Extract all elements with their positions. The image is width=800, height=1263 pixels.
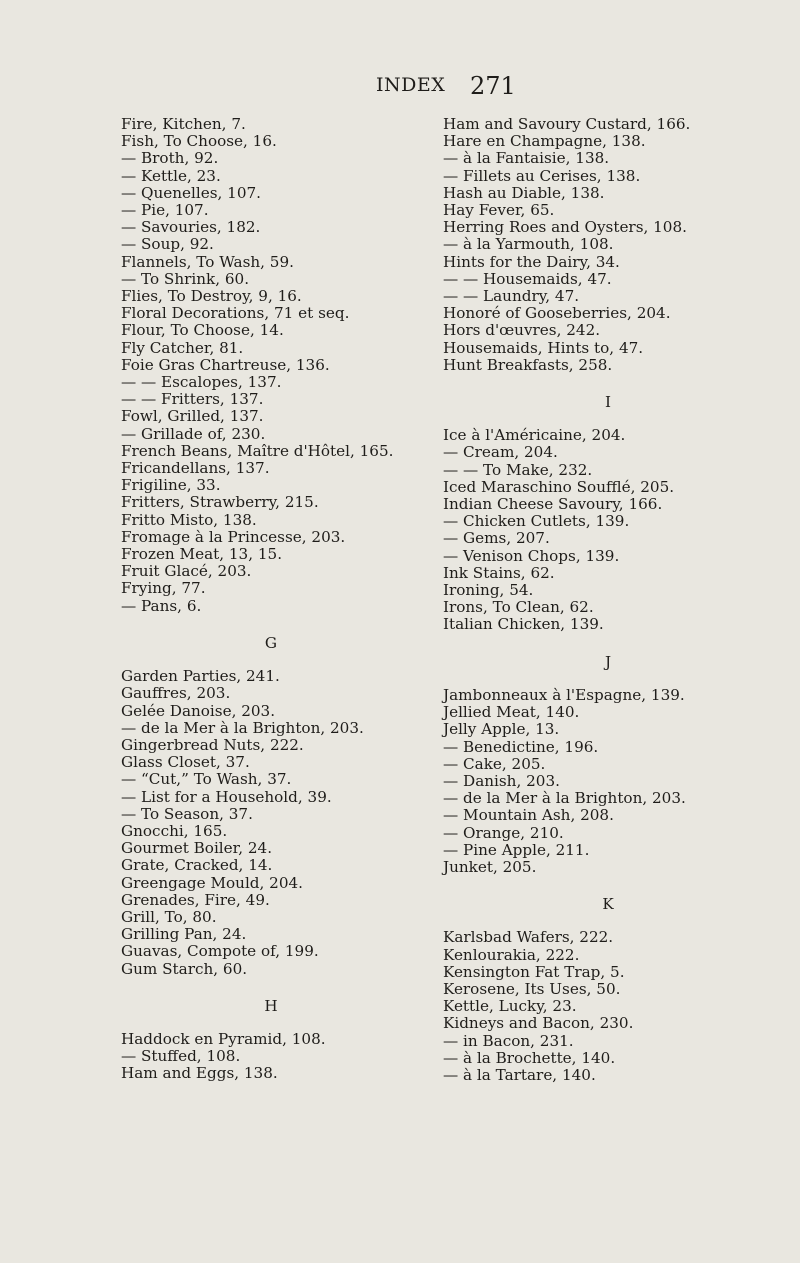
index-entry: Ham and Savoury Custard, 166. [443,115,691,133]
index-entry: Foie Gras Chartreuse, 136. [121,355,330,374]
index-entry: Hare en Champagne, 138. [443,132,646,151]
index-entry: Floral Decorations, 71 et seq. [121,304,350,323]
page-title: INDEX [376,74,446,96]
index-entry: Grilling Pan, 24. [121,925,247,944]
index-entry: Hay Fever, 65. [443,201,555,220]
index-entry: — Grillade of, 230. [121,424,266,443]
index-entry: Grate, Cracked, 14. [121,856,273,875]
index-entry: Ink Stains, 62. [443,563,555,582]
page-header [0,72,800,102]
index-column-left [121,116,421,1083]
index-entry: Fruit Glacé, 203. [121,562,252,581]
index-entry: — To Season, 37. [121,804,253,823]
index-entry: — in Bacon, 231. [443,1031,574,1050]
section-letter: K [602,895,614,914]
index-entry: — To Shrink, 60. [121,269,250,288]
index-entry: — — Laundry, 47. [443,287,580,306]
index-entry: — Quenelles, 107. [121,183,261,202]
index-entry: Gelée Danoise, 203. [121,701,276,720]
index-entry: Ham and Eggs, 138. [121,1064,278,1083]
index-entry: Fricandellans, 137. [121,459,270,478]
index-entry: Guavas, Compote of, 199. [121,942,319,961]
index-entry: — — Fritters, 137. [121,390,264,409]
index-entry: — Pans, 6. [121,596,202,615]
index-entry: Fire, Kitchen, 7. [121,115,246,133]
index-entry: Honoré of Gooseberries, 204. [443,304,671,323]
index-entry: — Kettle, 23. [121,166,221,185]
section-letter: J [604,652,612,671]
index-entry: Jelly Apple, 13. [443,720,560,739]
index-entry: — de la Mer à la Brighton, 203. [121,718,364,737]
index-entry: — Cream, 204. [443,443,558,462]
index-entry: Gourmet Boiler, 24. [121,839,273,858]
index-entry: — Danish, 203. [443,771,560,790]
index-entry: — à la Fantaisie, 138. [443,149,610,168]
index-entry: Hints for the Dairy, 34. [443,252,620,271]
index-entry: Garden Parties, 241. [121,667,280,686]
index-entry: Kettle, Lucky, 23. [443,997,577,1016]
index-entry: Glass Closet, 37. [121,753,250,772]
index-entry: Hunt Breakfasts, 258. [443,355,613,374]
index-entry: Fish, To Choose, 16. [121,132,277,151]
index-entry: Gauffres, 203. [121,684,231,703]
index-entry: Gingerbread Nuts, 222. [121,735,304,754]
index-entry: French Beans, Maître d'Hôtel, 165. [121,441,394,460]
index-entry: — à la Tartare, 140. [443,1065,596,1084]
index-entry: Junket, 205. [443,857,537,876]
index-entry: Jellied Meat, 140. [443,703,580,722]
index-entry: — Stuffed, 108. [121,1047,241,1066]
index-entry: Gnocchi, 165. [121,821,228,840]
index-entry: — Orange, 210. [443,823,564,842]
index-entry: Kenlourakia, 222. [443,945,580,964]
index-entry: — à la Brochette, 140. [443,1048,616,1067]
index-entry: Jambonneaux à l'Espagne, 139. [443,685,685,704]
index-entry: Fowl, Grilled, 137. [121,407,264,426]
index-entry: Irons, To Clean, 62. [443,598,594,617]
index-entry: — Venison Chops, 139. [443,546,620,565]
index-entry: Haddock en Pyramid, 108. [121,1029,326,1048]
index-entry: — Savouries, 182. [121,218,261,237]
index-entry: — — Housemaids, 47. [443,269,612,288]
section-letter: G [264,633,278,652]
index-entry: Flies, To Destroy, 9, 16. [121,287,302,306]
index-entry: — Gems, 207. [443,529,550,548]
index-entry: Flour, To Choose, 14. [121,321,284,340]
index-entry: Greengage Mould, 204. [121,873,303,892]
index-entry: Fromage à la Princesse, 203. [121,527,346,546]
index-entry: — List for a Household, 39. [121,787,332,806]
section-letter: I [605,393,611,412]
index-entry: Frigiline, 33. [121,476,221,495]
index-entry: Indian Cheese Savoury, 166. [443,495,663,514]
section-letter: H [264,996,278,1015]
index-entry: Kidneys and Bacon, 230. [443,1014,634,1033]
index-entry: — — Escalopes, 137. [121,373,282,392]
index-entry: — — To Make, 232. [443,460,593,479]
index-entry: Herring Roes and Oysters, 108. [443,218,687,237]
page-number: 271 [470,72,516,100]
index-entry: Hors d'œuvres, 242. [443,321,601,340]
index-entry: — “Cut,” To Wash, 37. [121,770,292,789]
index-entry: Hash au Diable, 138. [443,183,605,202]
index-entry: Iced Maraschino Soufflé, 205. [443,477,675,496]
index-entry: — Soup, 92. [121,235,214,254]
index-entry: Kensington Fat Trap, 5. [443,962,625,981]
index-entry: — Fillets au Cerises, 138. [443,166,641,185]
index-entry: Gum Starch, 60. [121,959,248,978]
index-entry: — Mountain Ash, 208. [443,806,614,825]
index-entry: — de la Mer à la Brighton, 203. [443,789,686,808]
index-entry: Frozen Meat, 13, 15. [121,545,283,564]
index-entry: — Pie, 107. [121,201,209,220]
index-entry: Grenades, Fire, 49. [121,890,270,909]
index-entry: Kerosene, Its Uses, 50. [443,979,621,998]
index-column-right [443,116,773,1084]
index-entry: Fritters, Strawberry, 215. [121,493,319,512]
index-entry: Housemaids, Hints to, 47. [443,338,644,357]
index-entry: Frying, 77. [121,579,206,598]
index-entry: — Benedictine, 196. [443,737,599,756]
index-entry: — Cake, 205. [443,754,546,773]
index-entry: — Pine Apple, 211. [443,840,590,859]
index-entry: Fritto Misto, 138. [121,510,257,529]
index-entry: Karlsbad Wafers, 222. [443,928,614,947]
index-entry: Flannels, To Wash, 59. [121,252,294,271]
index-entry: — à la Yarmouth, 108. [443,235,614,254]
index-entry: Ice à l'Américaine, 204. [443,426,626,445]
index-entry: — Chicken Cutlets, 139. [443,512,630,531]
index-entry: Grill, To, 80. [121,907,217,926]
index-entry: Ironing, 54. [443,581,534,600]
index-entry: Italian Chicken, 139. [443,615,604,634]
index-entry: Fly Catcher, 81. [121,338,244,357]
index-entry: — Broth, 92. [121,149,219,168]
